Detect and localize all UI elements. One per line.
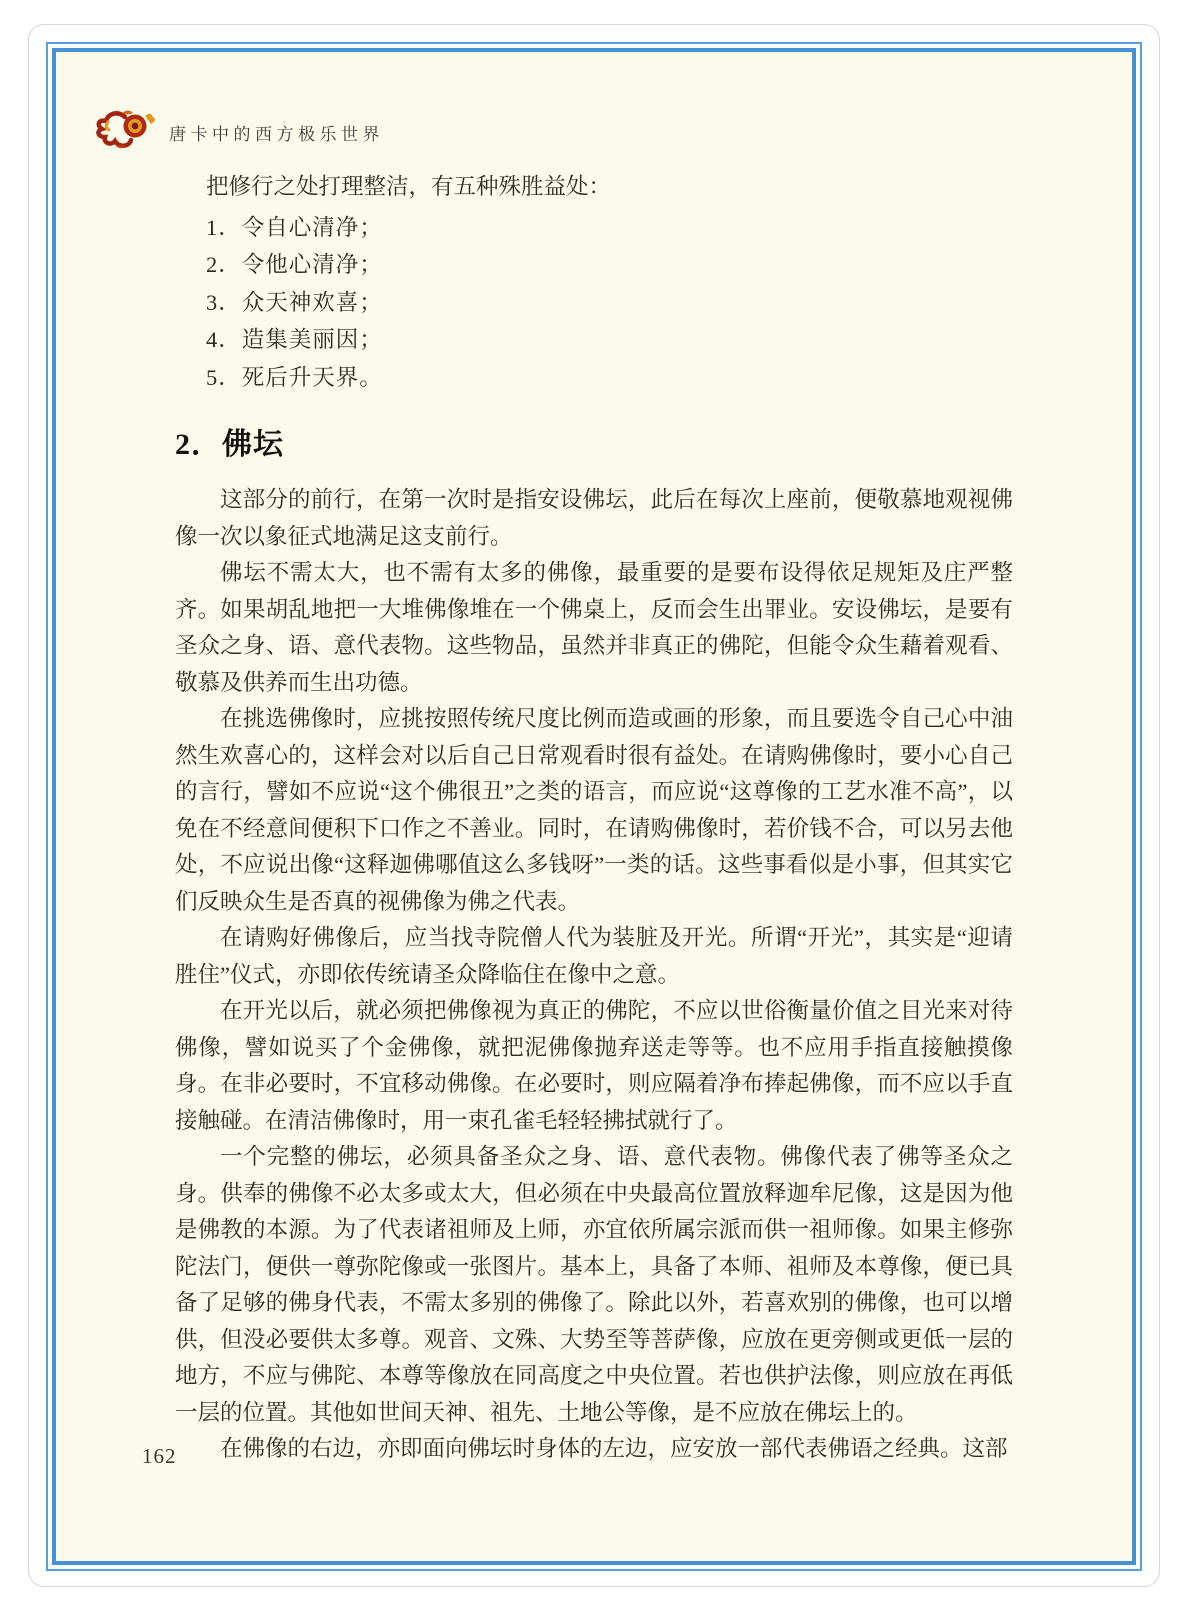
benefit-item-4: 4．造集美丽因； bbox=[206, 327, 383, 353]
body-paragraphs bbox=[175, 482, 1013, 1468]
paragraph-6: 一个完整的佛坛，必须具备圣众之身、语、意代表物。佛像代表了佛等圣众之身。供奉的佛像不必太多或太大，但必须在中央最高位置放释迦牟尼像，这是因为他是佛教的本源。为了代表诸祖师及上师，亦宜依所属宗派而供一祖师像。如果主修弥陀法门，便供一尊弥陀像或一张图片。基本上，具备了本师、祖师及本尊像，便已具备了足够的佛身代表，不需太多别的佛像了。除此以外，若喜欢别的佛像，也可以增供，但没必要供太多尊。观音、文殊、大势至等菩萨像，应放在更旁侧或更低一层的地方，不应与佛陀、本尊等像放在同高度之中央位置。若也供护法像，则应放在再低一层的位置。其他如世间天神、祖先、土地公等像，是不应放在佛坛上的。 bbox=[175, 1144, 1013, 1425]
paragraph-4: 在请购好佛像后，应当找寺院僧人代为装脏及开光。所谓“开光”，其实是“迎请胜住”仪式，亦即依传统请圣众降临住在像中之意。 bbox=[175, 925, 1013, 987]
paragraph-5: 在开光以后，就必须把佛像视为真正的佛陀，不应以世俗衡量价值之目光来对待佛像，譬如说买了个金佛像，就把泥佛像抛弃送走等等。也不应用手指直接触摸像身。在非必要时，不宜移动佛像。在必要时，则应隔着净布捧起佛像，而不应以手直接触碰。在清洁佛像时，用一束孔雀毛轻轻拂拭就行了。 bbox=[175, 998, 1013, 1133]
dragon-flame-emblem-icon bbox=[94, 106, 158, 154]
benefit-item-5: 5．死后升天界。 bbox=[206, 364, 383, 390]
benefit-item-3: 3．众天神欢喜； bbox=[206, 289, 383, 315]
page-content bbox=[175, 170, 1013, 1468]
paragraph-1: 这部分的前行，在第一次时是指安设佛坛，此后在每次上座前，便敬慕地观视佛像一次以象征式地满足这支前行。 bbox=[175, 487, 1013, 549]
paragraph-2: 佛坛不需太大，也不需有太多的佛像，最重要的是要布设得依足规矩及庄严整齐。如果胡乱地把一大堆佛像堆在一个佛桌上，反而会生出罪业。安设佛坛，是要有圣众之身、语、意代表物。这些物品，虽然并非真正的佛陀，但能令众生藉着观看、敬慕及供养而生出功德。 bbox=[175, 560, 1013, 695]
intro-line: 把修行之处打理整洁，有五种殊胜益处： bbox=[206, 174, 612, 199]
benefit-item-1: 1．令自心清净； bbox=[206, 215, 383, 240]
benefit-list bbox=[206, 209, 1013, 396]
page-header bbox=[94, 106, 384, 154]
book-title: 唐卡中的西方极乐世界 bbox=[169, 124, 384, 144]
page-number: 162 bbox=[142, 1444, 177, 1468]
benefit-item-2: 2．令他心清净； bbox=[206, 252, 383, 278]
paragraph-3: 在挑选佛像时，应挑按照传统尺度比例而造或画的形象，而且要选令自己心中油然生欢喜心的，这样会对以后自己日常观看时很有益处。在请购佛像时，要小心自己的言行，譬如不应说“这个佛很丑”之类的语言，而应说“这尊像的工艺水准不高”，以免在不经意间便积下口作之不善业。同时，在请购佛像时，若价钱不合，可以另去他处，不应说出像“这释迦佛哪值这么多钱呀”一类的话。这些事看似是小事，但其实它们反映众生是否真的视佛像为佛之代表。 bbox=[175, 706, 1013, 914]
paragraph-7: 在佛像的右边，亦即面向佛坛时身体的左边，应安放一部代表佛语之经典。这部 bbox=[220, 1436, 1008, 1462]
section-heading: 2．佛坛 bbox=[175, 428, 284, 462]
